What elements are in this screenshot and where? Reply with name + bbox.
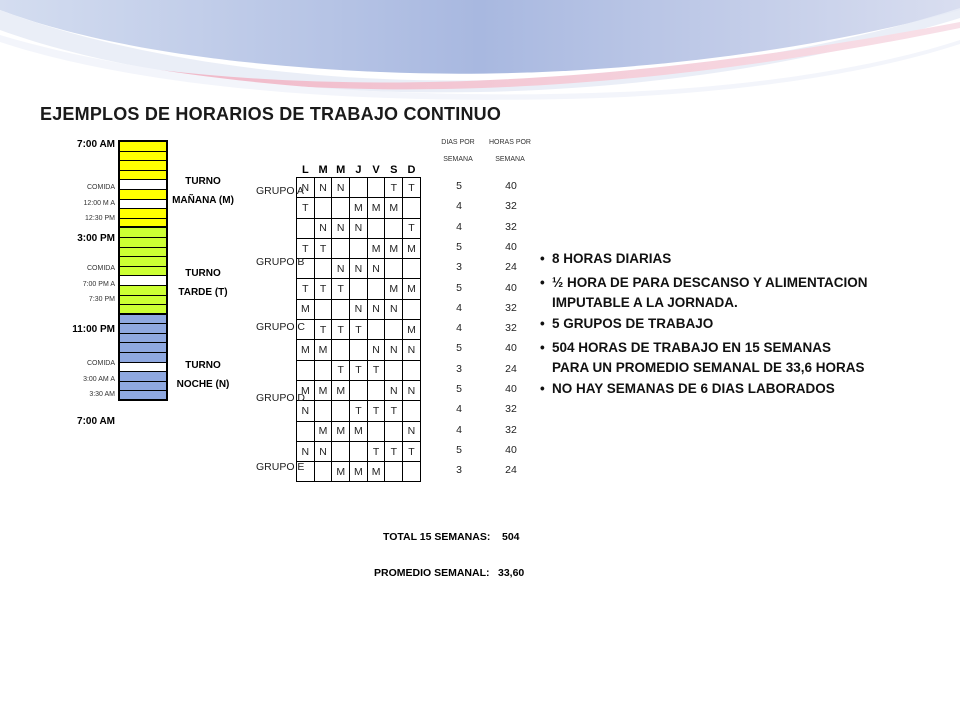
shift-timeline — [118, 142, 168, 401]
total-value: 504 — [502, 531, 520, 543]
hours-per-week-value: 24 — [505, 362, 517, 375]
shift-cell: M — [367, 462, 385, 482]
shift-cell: T — [297, 279, 315, 299]
hours-per-week-value: 40 — [505, 180, 517, 192]
shift-cell — [314, 462, 332, 482]
shift-cell: N — [297, 441, 315, 461]
shift-cell: N — [367, 340, 385, 360]
shift-cell: N — [350, 259, 368, 279]
table-row — [297, 441, 421, 461]
shift-cell: N — [403, 421, 421, 441]
shift-cell: N — [403, 340, 421, 360]
days-per-week-value: 4 — [456, 220, 462, 233]
days-per-week-value: 4 — [456, 403, 462, 416]
shift-cell — [403, 462, 421, 482]
table-row — [297, 178, 421, 198]
shift-cell: T — [403, 218, 421, 238]
hours-per-week-value: 32 — [505, 322, 517, 335]
shift-cell — [314, 299, 332, 319]
shift-cell — [297, 360, 315, 380]
days-per-week-value: 4 — [456, 200, 462, 213]
shift-cell: N — [403, 380, 421, 400]
shift-cell — [332, 299, 350, 319]
shift-cell — [403, 360, 421, 380]
shift-cell: M — [332, 421, 350, 441]
timeline-cell — [120, 324, 166, 334]
shift-label-morning — [168, 172, 238, 210]
day-header: M — [336, 163, 346, 176]
shift-cell — [332, 238, 350, 258]
timeline-cell — [120, 200, 166, 210]
shift-label-line: TURNO — [185, 360, 221, 371]
shift-cell — [350, 380, 368, 400]
shift-cell — [314, 401, 332, 421]
timeline-cell — [120, 219, 166, 229]
timeline-cell — [120, 343, 166, 353]
list-item — [540, 271, 940, 312]
time-label: 7:00 AM — [77, 139, 115, 150]
shift-cell — [350, 340, 368, 360]
days-per-week-header — [428, 134, 488, 168]
shift-cell: M — [385, 279, 403, 299]
shift-cell: T — [350, 401, 368, 421]
day-header: S — [390, 163, 398, 176]
shift-label-line: TURNO — [185, 176, 221, 187]
shift-cell: M — [350, 462, 368, 482]
days-per-week-value: 4 — [456, 423, 462, 436]
timeline-cell — [120, 276, 166, 286]
shift-cell — [332, 198, 350, 218]
total-label: TOTAL 15 SEMANAS: — [383, 531, 491, 543]
table-row — [297, 462, 421, 482]
days-per-week-value: 5 — [456, 240, 462, 253]
shift-cell — [385, 360, 403, 380]
bullet-text: NO HAY SEMANAS DE 6 DIAS LABORADOS — [552, 381, 835, 396]
group-label: GRUPO B — [256, 256, 305, 268]
shift-cell: T — [332, 360, 350, 380]
hours-per-week-value: 32 — [505, 220, 517, 233]
shift-cell — [367, 320, 385, 340]
timeline-cell — [120, 142, 166, 152]
shift-cell: M — [403, 320, 421, 340]
timeline-cell — [120, 372, 166, 382]
timeline-cell — [120, 353, 166, 363]
bullet-text: 8 HORAS DIARIAS — [552, 251, 672, 266]
table-row — [297, 421, 421, 441]
shift-cell: T — [367, 441, 385, 461]
time-label: 7:00 AM — [77, 416, 115, 427]
table-row — [297, 380, 421, 400]
shift-cell — [385, 259, 403, 279]
timeline-cell — [120, 391, 166, 401]
table-row — [297, 238, 421, 258]
shift-cell: T — [297, 198, 315, 218]
shift-cell — [385, 462, 403, 482]
hours-per-week-value: 40 — [505, 240, 517, 253]
shift-cell: T — [367, 401, 385, 421]
shift-cell: T — [297, 238, 315, 258]
day-header-row — [297, 162, 421, 178]
shift-cell: N — [385, 380, 403, 400]
table-row — [297, 340, 421, 360]
shift-cell: M — [367, 238, 385, 258]
days-per-week-value: 3 — [456, 464, 462, 477]
shift-cell — [350, 178, 368, 198]
shift-cell: M — [385, 238, 403, 258]
timeline-cell — [120, 171, 166, 181]
shift-cell: M — [314, 340, 332, 360]
shift-cell: M — [332, 462, 350, 482]
shift-cell — [314, 259, 332, 279]
shift-cell: N — [385, 299, 403, 319]
hours-per-week-value: 24 — [505, 261, 517, 274]
group-label: GRUPO C — [256, 321, 306, 333]
table-row — [297, 218, 421, 238]
bullet-text: 504 HORAS DE TRABAJO EN 15 SEMANAS — [552, 340, 832, 355]
shift-cell — [314, 360, 332, 380]
hours-per-week-value: 32 — [505, 301, 517, 314]
hours-per-week-value: 40 — [505, 281, 517, 294]
timeline-cell — [120, 209, 166, 219]
shift-cell: N — [332, 218, 350, 238]
shift-cell: N — [332, 259, 350, 279]
timeline-cell — [120, 238, 166, 248]
list-item — [540, 312, 940, 336]
list-item — [540, 336, 940, 377]
shift-cell: T — [350, 360, 368, 380]
table-row — [297, 259, 421, 279]
meal-note: COMIDA — [87, 265, 115, 272]
shift-cell: M — [297, 299, 315, 319]
group-label: GRUPO D — [256, 392, 306, 404]
hours-per-week-value: 32 — [505, 423, 517, 436]
shift-cell: M — [314, 421, 332, 441]
shift-cell: M — [314, 380, 332, 400]
shift-cell: M — [332, 380, 350, 400]
shift-cell: N — [367, 299, 385, 319]
shift-cell: N — [332, 178, 350, 198]
shift-cell — [332, 340, 350, 360]
bullet-text: 5 GRUPOS DE TRABAJO — [552, 316, 714, 331]
shift-cell: T — [350, 320, 368, 340]
shift-label-line: TURNO — [185, 268, 221, 279]
schedule-grid — [296, 162, 421, 482]
shift-cell: T — [314, 320, 332, 340]
time-label: 11:00 PM — [72, 324, 115, 335]
timeline-cell — [120, 248, 166, 258]
shift-label-night — [168, 356, 238, 394]
meal-note: COMIDA — [87, 184, 115, 191]
shift-cell — [403, 299, 421, 319]
header-line: SEMANA — [443, 156, 473, 163]
shift-cell — [332, 401, 350, 421]
shift-cell: N — [314, 218, 332, 238]
timeline-cell — [120, 267, 166, 277]
shift-cell: N — [367, 259, 385, 279]
header-line: DIAS POR — [441, 139, 475, 146]
shift-cell — [403, 401, 421, 421]
days-per-week-value: 3 — [456, 261, 462, 274]
table-row — [297, 198, 421, 218]
shift-cell: T — [385, 178, 403, 198]
list-item — [540, 377, 940, 401]
table-row — [297, 401, 421, 421]
timeline-cell — [120, 286, 166, 296]
shift-cell: M — [297, 340, 315, 360]
page-title: EJEMPLOS DE HORARIOS DE TRABAJO CONTINUO — [40, 104, 502, 124]
table-row — [297, 320, 421, 340]
shift-cell — [350, 238, 368, 258]
days-per-week-value: 5 — [456, 383, 462, 395]
days-per-week-value: 4 — [456, 322, 462, 335]
shift-cell: T — [332, 279, 350, 299]
shift-label-afternoon — [168, 264, 238, 302]
shift-label-line: MAÑANA (M) — [172, 195, 234, 206]
timeline-cell — [120, 190, 166, 200]
timeline-cell — [120, 305, 166, 315]
meal-note: 12:00 M A — [83, 200, 115, 207]
header-line: HORAS POR — [488, 139, 531, 146]
hours-per-week-value: 32 — [505, 403, 517, 416]
days-per-week-value: 3 — [456, 362, 462, 375]
shift-cell — [297, 218, 315, 238]
shift-cell: M — [350, 421, 368, 441]
table-row — [297, 360, 421, 380]
shift-cell: N — [297, 178, 315, 198]
shift-cell — [350, 441, 368, 461]
timeline-cell — [120, 382, 166, 392]
meal-note: 3:30 AM — [89, 391, 115, 398]
timeline-cell — [120, 257, 166, 267]
shift-cell: T — [403, 441, 421, 461]
notes-list — [540, 247, 940, 401]
bullet-text: ½ HORA DE PARA DESCANSO Y ALIMENTACION — [552, 275, 868, 290]
shift-label-line: TARDE (T) — [178, 287, 228, 298]
shift-cell — [314, 198, 332, 218]
shift-cell — [297, 421, 315, 441]
meal-note: 3:00 AM A — [83, 376, 115, 383]
average-label: PROMEDIO SEMANAL: — [374, 567, 490, 579]
shift-cell: T — [367, 360, 385, 380]
days-per-week-value: 4 — [456, 301, 462, 314]
shift-label-line: NOCHE (N) — [176, 379, 230, 390]
day-header: D — [407, 163, 416, 176]
shift-cell: M — [403, 279, 421, 299]
shift-cell: N — [297, 401, 315, 421]
average-value: 33,60 — [498, 567, 525, 579]
shift-cell — [403, 198, 421, 218]
time-label: 3:00 PM — [77, 233, 115, 244]
meal-note: 7:00 PM A — [82, 281, 115, 288]
days-per-week-value: 5 — [456, 342, 462, 355]
days-per-week-value: 5 — [456, 281, 462, 294]
header-line: SEMANA — [495, 156, 525, 163]
shift-cell — [367, 279, 385, 299]
table-row — [297, 299, 421, 319]
shift-cell: N — [314, 441, 332, 461]
day-header: M — [318, 163, 328, 176]
shift-cell — [385, 218, 403, 238]
meal-note: 12:30 PM — [85, 215, 115, 222]
shift-cell: T — [332, 320, 350, 340]
shift-cell — [403, 259, 421, 279]
shift-cell: M — [350, 198, 368, 218]
list-item — [540, 247, 940, 271]
shift-cell — [350, 279, 368, 299]
shift-cell: N — [350, 299, 368, 319]
days-per-week-value: 5 — [456, 180, 462, 192]
table-row — [297, 279, 421, 299]
timeline-cell — [120, 180, 166, 190]
bullet-text-continued: IMPUTABLE A LA JORNADA. — [552, 295, 738, 310]
hours-per-week-value: 24 — [505, 464, 517, 477]
shift-cell: M — [403, 238, 421, 258]
hours-per-week-value: 32 — [505, 200, 517, 213]
shift-cell — [367, 178, 385, 198]
shift-cell: N — [385, 340, 403, 360]
hours-per-week-value: 40 — [505, 383, 517, 395]
shift-cell — [385, 421, 403, 441]
days-per-week-value: 5 — [456, 443, 462, 456]
bullet-text-continued: PARA UN PROMEDIO SEMANAL DE 33,6 HORAS — [552, 360, 865, 375]
shift-cell: T — [314, 279, 332, 299]
shift-cell: M — [297, 380, 315, 400]
shift-cell: M — [385, 198, 403, 218]
shift-cell: N — [314, 178, 332, 198]
shift-cell — [385, 320, 403, 340]
timeline-cell — [120, 315, 166, 325]
shift-cell: T — [385, 401, 403, 421]
day-header: J — [355, 163, 362, 176]
meal-note: 7:30 PM — [88, 296, 115, 303]
timeline-cell — [120, 161, 166, 171]
group-label: GRUPO A — [256, 185, 304, 197]
timeline-cell — [120, 363, 166, 373]
group-label: GRUPO E — [256, 461, 305, 473]
timeline-cell — [120, 228, 166, 238]
shift-cell: N — [350, 218, 368, 238]
shift-cell: T — [403, 178, 421, 198]
timeline-cell — [120, 296, 166, 306]
shift-cell — [367, 380, 385, 400]
shift-cell — [332, 441, 350, 461]
shift-cell: T — [314, 238, 332, 258]
shift-cell: M — [367, 198, 385, 218]
meal-note: COMIDA — [87, 360, 115, 367]
shift-cell — [367, 421, 385, 441]
hours-per-week-value: 40 — [505, 342, 517, 355]
hours-per-week-value: 40 — [505, 443, 517, 456]
shift-cell — [367, 218, 385, 238]
timeline-cell — [120, 334, 166, 344]
timeline-cell — [120, 152, 166, 162]
shift-cell: T — [385, 441, 403, 461]
day-header: L — [301, 163, 309, 176]
day-header: V — [372, 163, 380, 176]
hours-per-week-header — [480, 134, 540, 168]
